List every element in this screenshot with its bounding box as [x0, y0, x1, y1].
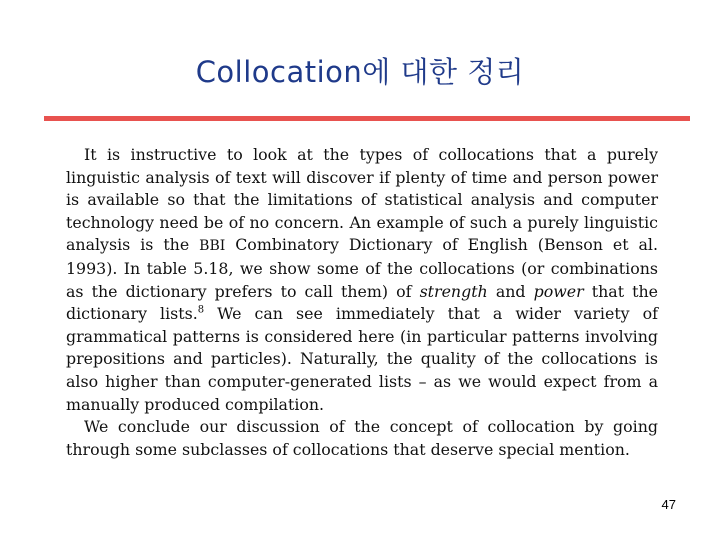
excerpt-text: and	[487, 281, 534, 301]
book-excerpt	[66, 144, 658, 461]
footnote-marker: 8	[197, 304, 205, 316]
excerpt-text: Combinatory Dictionary of English (Benson et al. 1993). In table 5.18, we show some of the collocations (or combinations as the dictionary prefers to call them) of	[66, 235, 658, 301]
excerpt-paragraph-2: We conclude our discussion of the concept of collocation by going through some subclasses of collocations that deserve special mention.	[66, 417, 658, 459]
term-power: power	[533, 281, 584, 301]
excerpt-text: We can see immediately that a wider variety of grammatical patterns is considered here (in particular patterns involving prepositions and particles). Naturally, the quality of the collocations is also higher than computer-generated lists – as we would expect from a manually produced compilation.	[66, 304, 659, 414]
term-strength: strength	[419, 281, 488, 301]
bbi-abbreviation: BBI	[199, 238, 226, 255]
title-divider	[44, 116, 690, 121]
page-number: 47	[661, 497, 676, 512]
excerpt-text: that the dictionary lists.	[66, 281, 659, 324]
excerpt-paragraph-1	[66, 144, 658, 416]
excerpt-text: It is instructive to look at the types of collocations that a purely linguistic analysis of text will discover if plenty of time and person power is available so that the limitations of statistical analysis and computer technology need be of no concern. An example of such a purely linguistic analysis is the	[66, 145, 658, 255]
slide-title: Collocation에 대한 정리	[195, 55, 525, 89]
